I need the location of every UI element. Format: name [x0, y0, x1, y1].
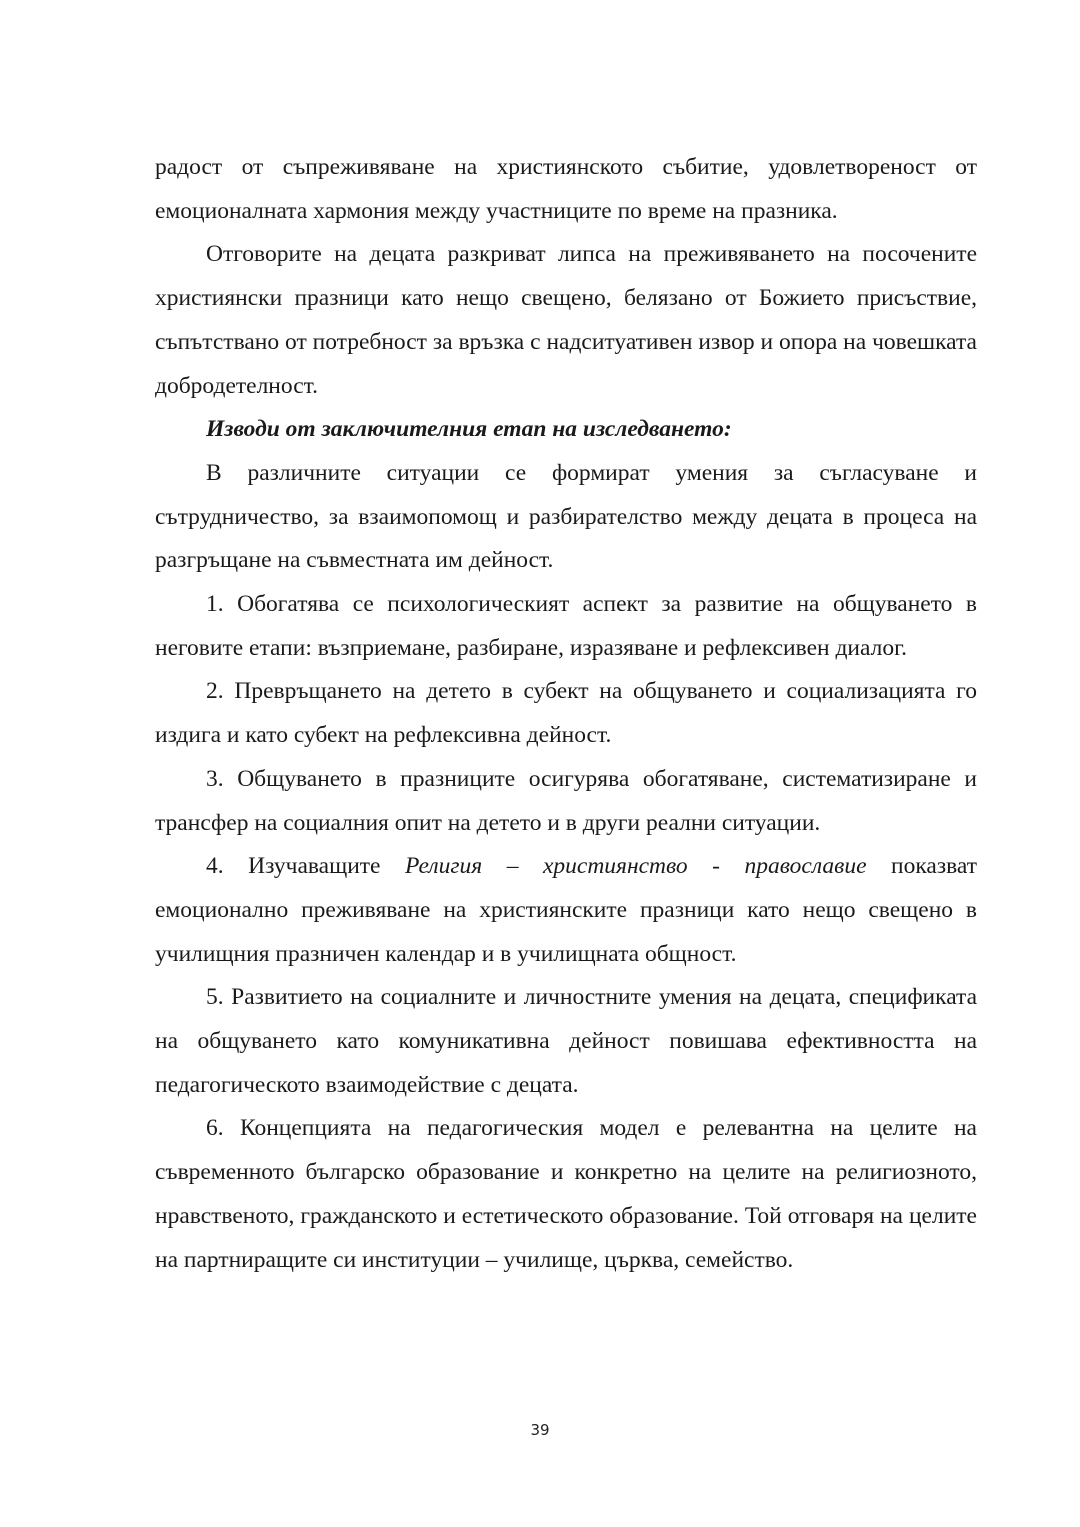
item-4-lead: 4. Изучаващите — [206, 853, 405, 880]
item-4-rest: показват емоционално преживяване на християнските празници като нещо свещено в училищния празничен календар и в училищната общност. — [155, 853, 977, 967]
body-text — [155, 146, 977, 1282]
conclusion-item-5: 5. Развитието на социалните и личностните умения на децата, спецификата на общуването като комуникативна дейност повишава ефективността на педагогическото взаимодействие с децата. — [155, 984, 977, 1098]
paragraph-children-answers: Отговорите на децата разкриват липса на преживяването на посочените християнски празници като нещо свещено, белязано от Божието присъствие, съпътствано от потребност за връзка с надситуативен извор и опора на човешката добродетелност. — [155, 241, 977, 399]
conclusion-item-4 — [155, 845, 977, 976]
section-heading: Изводи от заключителния етап на изследването: — [206, 416, 732, 443]
paragraph-situations: В различните ситуации се формират умения за съгласуване и сътрудничество, за взаимопомощ и разбирателство между децата в процеса на разгръщане на съвместната им дейност. — [155, 459, 977, 574]
conclusion-item-6: 6. Концепцията на педагогическия модел е релевантна на целите на съвременното българско образование и конкретно на целите на религиозното, нравственото, гражданското и естетическото образование. Той отговаря на целите на партниращите си институции – училище, църква, семейство. — [155, 1115, 977, 1273]
conclusion-item-3: 3. Общуването в празниците осигурява обогатяване, систематизиране и трансфер на социалния опит на детето и в други реални ситуации. — [155, 765, 977, 836]
conclusion-item-2: 2. Превръщането на детето в субект на общуването и социализацията го издига и като субект на рефлексивна дейност. — [155, 678, 977, 749]
subject-name: Религия – християнство - православие — [405, 853, 867, 880]
page-number: 39 — [530, 1421, 550, 1439]
paragraph-continuation: радост от съпреживяване на християнското събитие, удовлетвореност от емоционалната хармония между участниците по време на празника. — [155, 154, 977, 224]
conclusion-item-1: 1. Обогатява се психологическият аспект за развитие на общуването в неговите етапи: възприемане, разбиране, изразяване и рефлексивен диалог. — [155, 591, 977, 661]
